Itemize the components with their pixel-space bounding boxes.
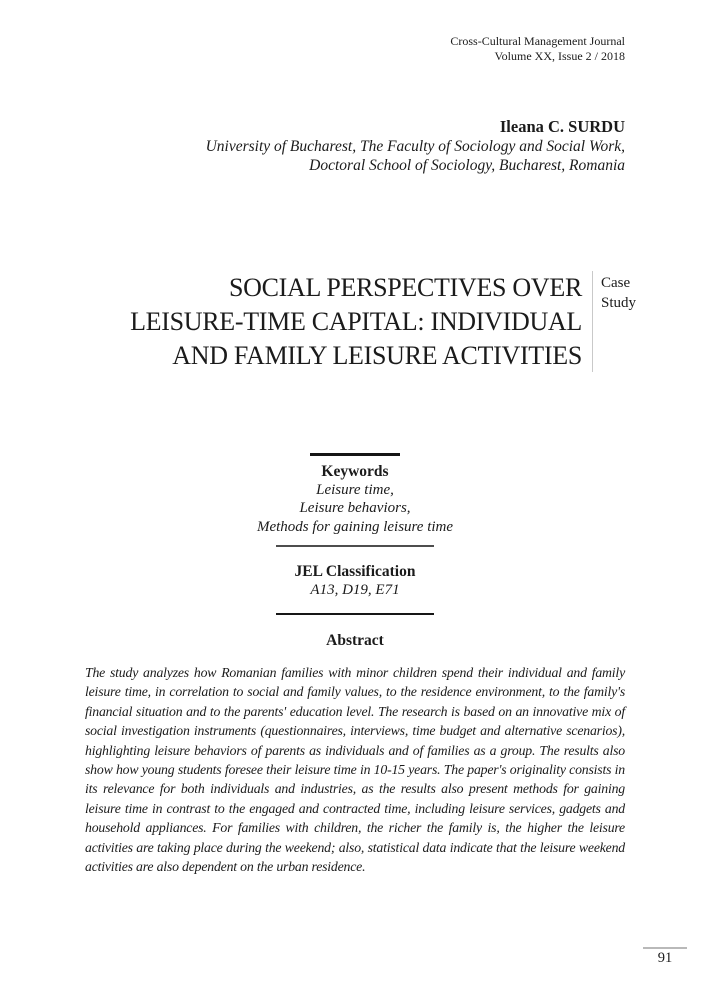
jel-heading: JEL Classification — [294, 563, 416, 580]
jel-rule — [276, 613, 434, 615]
author-affiliation-line1: University of Bucharest, The Faculty of Sociology and Social Work, — [205, 138, 625, 155]
keyword-item-2: Leisure behaviors, — [299, 500, 411, 517]
author-block — [206, 116, 625, 175]
author-affiliation-line2: Doctoral School of Sociology, Bucharest, Romania — [309, 157, 625, 174]
title-line-3: AND FAMILY LEISURE ACTIVITIES — [172, 341, 582, 370]
jel-codes: A13, D19, E71 — [310, 582, 400, 598]
title-line-2: LEISURE-TIME CAPITAL: INDIVIDUAL — [130, 307, 582, 336]
jel-section — [85, 562, 625, 615]
keywords-heading: Keywords — [321, 463, 389, 480]
article-title — [40, 271, 582, 373]
article-type-line-1: Case — [601, 275, 631, 291]
keyword-item-1: Leisure time, — [316, 482, 394, 498]
abstract-heading-block — [85, 631, 625, 650]
author-name: Ileana C. SURDU — [499, 117, 625, 136]
journal-issue: Volume XX, Issue 2 / 2018 — [494, 49, 625, 63]
keyword-item-3: Methods for gaining leisure time — [256, 518, 454, 535]
article-type-label — [601, 271, 636, 313]
abstract-text: The study analyzes how Romanian families with minor children spend their individual and family leisure time, in correlation to social and family values, to the residence environment, to the family's financial situation and to the parents' education level. The research is based on an innovative mix of social investigation instruments (questionnaires, interviews, time budget and alternative scenarios), highlighting leisure behaviors of parents as individuals and of families as a group. The results also show how young students foresee their leisure time in 10-15 years. The paper's originality consists in its relevance for both individuals and industries, as the results also present methods for gaining leisure time in contrast to the engaged and contracted time, including leisure services, gadgets and household appliances. For families with children, the richer the family is, the higher the leisure activities are taking place during the weekend; also, statistical data indicate that the leisure weekend activities are also dependent on the urban residence. — [85, 665, 625, 875]
footer-page-number-block — [643, 947, 687, 967]
keywords-section — [85, 453, 625, 547]
article-type-line-2: Study — [601, 295, 637, 311]
abstract-heading: Abstract — [326, 632, 384, 649]
title-row — [40, 271, 636, 373]
keywords-rule-bottom — [276, 545, 434, 547]
title-line-1: SOCIAL PERSPECTIVES OVER — [229, 273, 582, 302]
page-number: 91 — [657, 950, 673, 966]
keywords-rule-top — [310, 453, 400, 456]
journal-header — [450, 34, 625, 64]
journal-name: Cross-Cultural Management Journal — [450, 34, 625, 48]
title-divider — [592, 271, 593, 372]
